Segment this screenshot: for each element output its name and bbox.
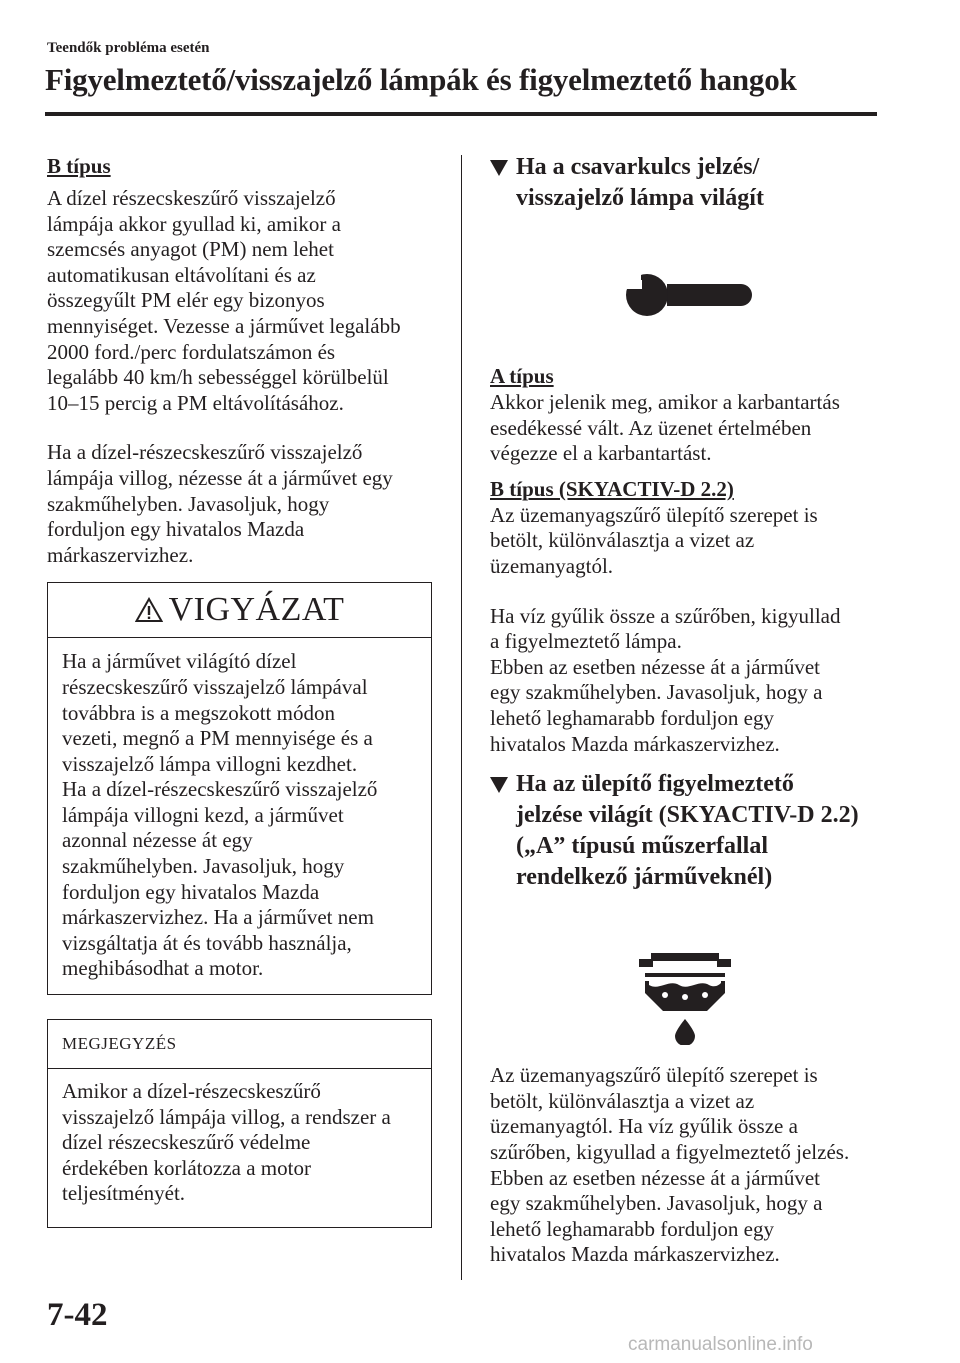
text-line: Ebben az esetben nézesse át a járművet (490, 1165, 821, 1190)
text-line: Akkor jelenik meg, amikor a karbantartás (490, 390, 840, 414)
text-line: 2000 ford./perc fordulatszámon és (47, 339, 336, 364)
text-line: forduljon egy hivatalos Mazda (62, 879, 320, 904)
heading-line: rendelkező járműveknél) (516, 864, 773, 891)
text-line: legalább 40 km/h sebességgel körülbelül (47, 365, 389, 390)
heading-line: Ha a csavarkulcs jelzés/ (516, 154, 760, 180)
note-box (47, 1019, 432, 1228)
text-line: dízel részecskeszűrő védelme (62, 1130, 311, 1155)
text-line: A dízel részecskeszűrő visszajelző (47, 186, 336, 210)
text-line: betölt, különválasztja a vizet az (490, 1088, 755, 1113)
text-line: forduljon egy hivatalos Mazda (47, 517, 305, 542)
text-line: lámpája villogni kezd, a járművet (62, 802, 344, 827)
text-line: Ha a járművet világító dízel (62, 649, 297, 674)
text-line: szűrőben, kigyullad a figyelmeztető jelzés. (490, 1139, 850, 1164)
text-line: lehető leghamarabb forduljon egy (490, 705, 774, 730)
text-line: vezeti, megnő a PM mennyisége és a (62, 726, 373, 751)
heading-bullet-icon (490, 152, 516, 214)
dpf-paragraph-2 (47, 440, 432, 568)
text-line: mennyiséget. Vezesse a járművet legalább (47, 313, 401, 338)
text-line: végezze el a karbantartást. (490, 441, 712, 466)
text-line: visszajelző lámpa villogni kezdhet. (62, 751, 358, 776)
text-line: Ha a dízel-részecskeszűrő visszajelző (62, 777, 378, 802)
text-line: vizsgáltatja át és tovább használja, (62, 930, 352, 955)
left-column (47, 152, 432, 1228)
title-rule (45, 112, 877, 116)
sediment-heading (490, 769, 880, 893)
text-line: Amikor a dízel-részecskeszűrő (62, 1079, 321, 1104)
text-line: üzemanyagtól. Ha víz gyűlik össze a (490, 1114, 798, 1139)
dpf-paragraph-1 (47, 186, 432, 416)
text-line: márkaszervizhez. (47, 542, 194, 567)
text-line: automatikusan eltávolítani és az (47, 262, 316, 287)
text-line: 10–15 percig a PM eltávolításához. (47, 390, 344, 415)
heading-line: („A” típusú műszerfallal (516, 833, 768, 860)
note-title: MEGJEGYZÉS (48, 1020, 431, 1069)
section-label: Teendők probléma esetén (47, 40, 210, 56)
text-line: visszajelző lámpája villog, a rendszer a (62, 1104, 391, 1129)
text-line: hivatalos Mazda márkaszervizhez. (490, 731, 780, 756)
column-divider (461, 155, 462, 1280)
heading-bullet-icon (490, 769, 516, 893)
text-line: egy szakműhelyben. Javasoljuk, hogy a (490, 680, 823, 705)
wrench-icon-area (490, 266, 880, 336)
b-type-text-2 (490, 604, 880, 758)
heading-line: visszajelző lámpa világít (516, 185, 764, 211)
page-title: Figyelmeztető/visszajelző lámpák és figyelmeztető hangok (45, 62, 797, 97)
heading-line: jelzése világít (SKYACTIV-D 2.2) (516, 802, 859, 829)
heading-line: Ha az ülepítő figyelmeztető (516, 771, 794, 798)
text-line: hivatalos Mazda márkaszervizhez. (490, 1242, 780, 1267)
caution-box (47, 582, 432, 995)
wrench-icon (615, 266, 755, 328)
text-line: betölt, különválasztja a vizet az (490, 528, 755, 553)
text-line: üzemanyagtól. (490, 553, 614, 578)
text-line: szakműhelyben. Javasoljuk, hogy (62, 854, 345, 879)
text-line: továbbra is a megszokott módon (62, 700, 335, 725)
text-line: Ebben az esetben nézesse át a járművet (490, 654, 821, 679)
text-line: a figyelmeztető lámpa. (490, 629, 682, 654)
b-type-heading: B típus (47, 154, 111, 178)
text-line: azonnal nézesse át egy (62, 828, 253, 853)
wrench-heading (490, 152, 880, 214)
text-line: Az üzemanyagszűrő ülepítő szerepet is (490, 502, 818, 527)
text-line: márkaszervizhez. Ha a járművet nem (62, 905, 374, 930)
right-column (490, 152, 880, 1268)
text-line: teljesítményét. (62, 1181, 186, 1206)
watermark: carmanualsonline.info (628, 1334, 813, 1355)
text-line: lámpája akkor gyullad ki, amikor a (47, 211, 341, 236)
b-type-skyactiv-heading: B típus (SKYACTIV-D 2.2) (490, 476, 734, 501)
a-type-heading: A típus (490, 364, 554, 388)
sediment-text (490, 1063, 880, 1268)
caution-title: VIGYÁZAT (168, 591, 345, 629)
text-line: egy szakműhelyben. Javasoljuk, hogy a (490, 1191, 823, 1216)
text-line: részecskeszűrő visszajelző lámpával (62, 674, 368, 699)
note-body (48, 1069, 431, 1227)
caution-header (48, 583, 431, 638)
text-line: szakműhelyben. Javasoljuk, hogy (47, 491, 330, 516)
sediment-icon-area (490, 945, 880, 1045)
text-line: Az üzemanyagszűrő ülepítő szerepet is (490, 1063, 818, 1088)
caution-body (48, 638, 431, 994)
page-number: 7-42 (47, 1297, 108, 1333)
text-line: érdekében korlátozza a motor (62, 1155, 311, 1180)
text-line: Ha víz gyűlik össze a szűrőben, kigyullad (490, 603, 841, 628)
text-line: Ha a dízel-részecskeszűrő visszajelző (47, 440, 363, 465)
text-line: esedékessé vált. Az üzenet értelmében (490, 415, 812, 440)
text-line: összegyűlt PM elér egy bizonyos (47, 288, 325, 313)
text-line: szemcsés anyagot (PM) nem lehet (47, 237, 334, 262)
text-line: lámpája villog, nézesse át a járművet egy (47, 465, 393, 490)
a-type-text (490, 390, 880, 467)
text-line: meghibásodhat a motor. (62, 956, 264, 981)
b-type-text-1 (490, 503, 880, 580)
warning-triangle-icon (135, 597, 163, 623)
fuel-filter-sedimenter-icon (635, 945, 735, 1045)
text-line: lehető leghamarabb forduljon egy (490, 1216, 774, 1241)
